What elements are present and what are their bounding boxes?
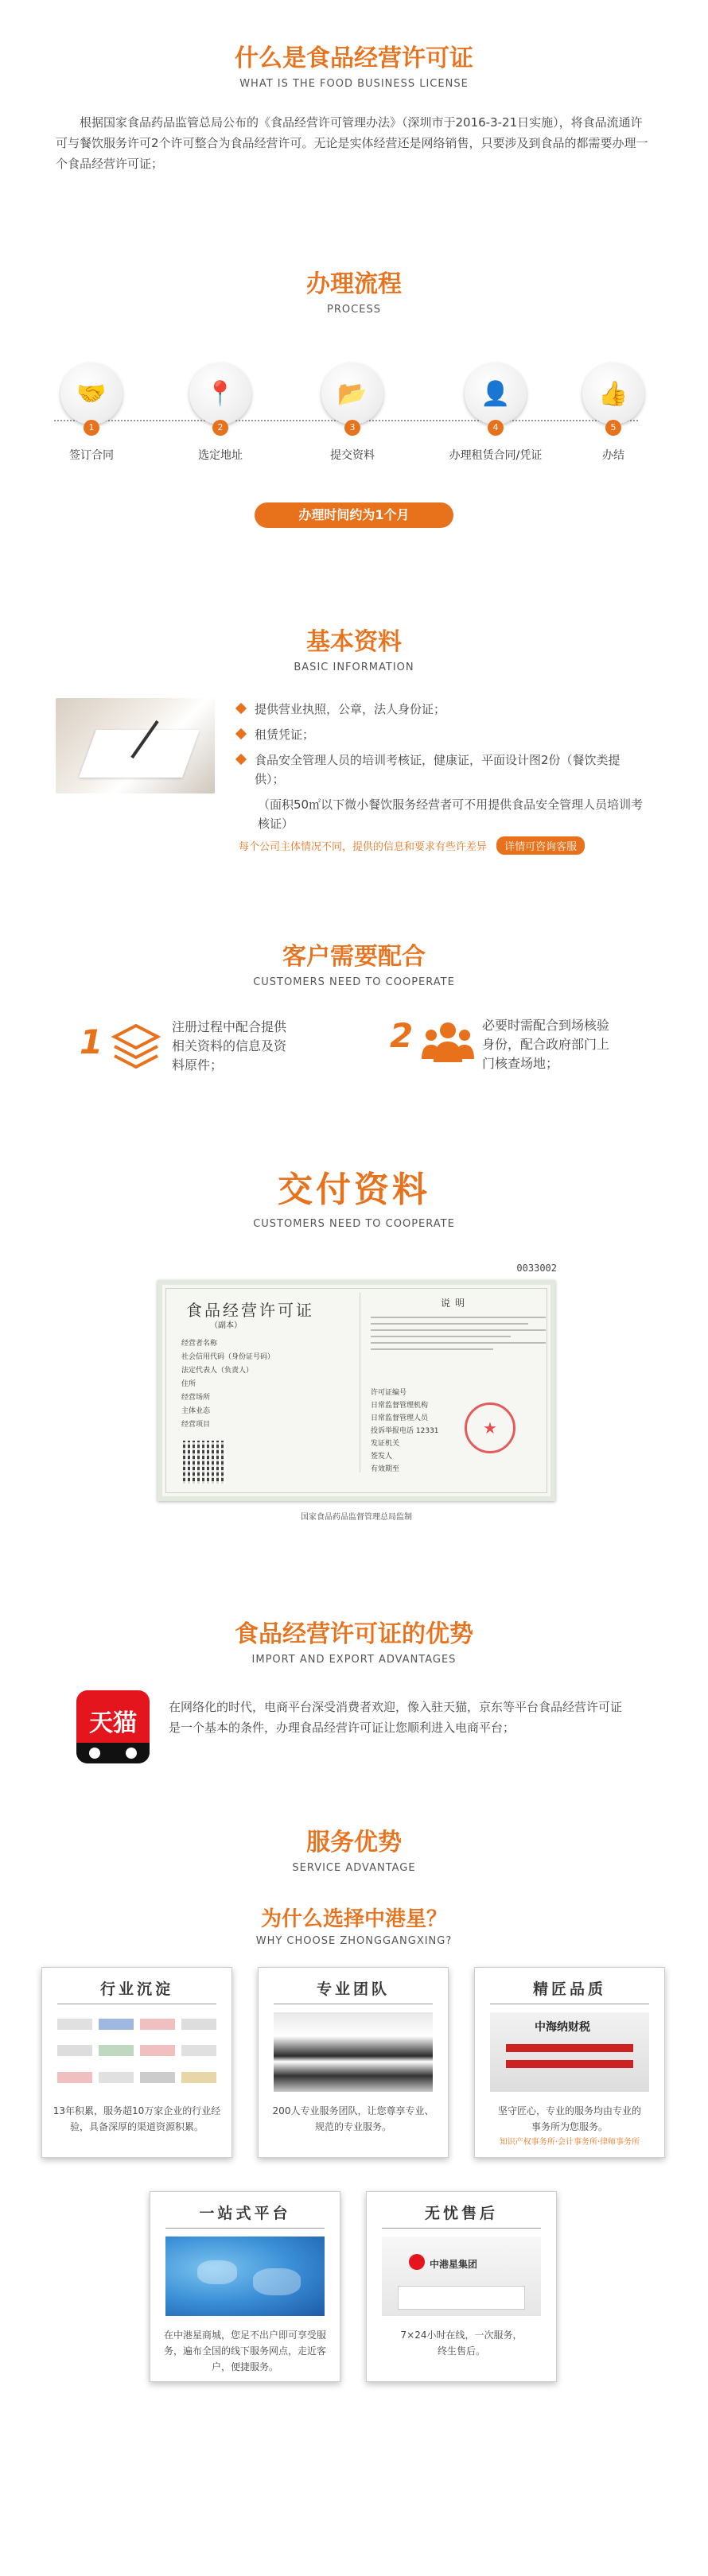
partner-logos — [57, 2012, 216, 2092]
cooperate-subtitle: CUSTOMERS NEED TO COOPERATE — [253, 976, 455, 988]
card-desc: 坚守匠心，专业的服务均由专业的事务所为您服务。 — [497, 2105, 641, 2132]
cooperate-title: 客户需要配合 — [282, 943, 426, 971]
service-card-industry — [41, 1967, 232, 2158]
cert-copy: （副本） — [210, 1321, 242, 1330]
step-number: 1 — [84, 420, 99, 436]
step-number: 5 — [605, 420, 621, 436]
step-number: 3 — [344, 420, 360, 436]
world-map-image — [165, 2237, 325, 2316]
list-note: （面积50㎡以下微小餐饮服务经营者可不用提供食品安全管理人员培训考核证） — [258, 797, 644, 831]
serial-number: 0033002 — [516, 1263, 557, 1274]
advantage-title: 食品经营许可证的优势 — [235, 1620, 473, 1648]
delivery-section — [0, 1161, 708, 1606]
item-text: 注册过程中配合提供相关资料的信息及资料原件； — [172, 1019, 287, 1073]
card-desc: 13年积累，服务超10万家企业的行业经验，具备深厚的渠道资源积累。 — [53, 2105, 221, 2132]
process-step-1 — [48, 363, 135, 463]
diamond-icon — [235, 754, 247, 765]
cert-title: 食品经营许可证 — [186, 1301, 314, 1320]
folder-icon: 📂 — [321, 363, 383, 425]
service-card-quality — [474, 1967, 665, 2158]
service-card-aftersales — [366, 2191, 557, 2382]
basic-section — [0, 622, 708, 908]
item-text: 必要时需配合到场核验身份，配合政府部门上门核查场地； — [482, 1018, 610, 1071]
delivery-subtitle: CUSTOMERS NEED TO COOPERATE — [253, 1218, 455, 1230]
delivery-title: 交付资料 — [278, 1170, 430, 1210]
card-extra: 知识产权事务所·会计事务所·律师事务所 — [499, 2138, 640, 2147]
signing-photo — [56, 698, 215, 793]
tmall-logo: 天猫 — [76, 1690, 150, 1763]
intro-body: 根据国家食品药品监管总局公布的《食品经营许可管理办法》（深圳市于2016-3-21日实施），将食品流通许可与餐饮服务许可2个许可整合为食品经营许可。无论是实体经营还是网络销售，只要涉及到食品的都需要办理一个食品经营许可证； — [56, 115, 648, 171]
cert-footer: 国家食品药品监督管理总局监制 — [301, 1513, 412, 1522]
diamond-icon — [235, 728, 247, 739]
card-title: 无忧售后 — [424, 2205, 498, 2222]
card-title: 一站式平台 — [199, 2205, 291, 2222]
card-desc: 在中港星商城，您足不出户即可享受服务，遍布全国的线下服务网点，走近客户，便捷服务。 — [163, 2330, 326, 2372]
service-card-platform — [150, 2191, 340, 2382]
step-number: 4 — [488, 420, 504, 436]
basic-title: 基本资料 — [306, 628, 402, 656]
office-photo: 中海纳财税 — [490, 2012, 649, 2092]
intro-section — [0, 38, 708, 174]
thumbs-up-icon: 👍 — [582, 363, 644, 425]
intro-title: 什么是食品经营许可证 — [235, 45, 473, 72]
card-desc: 200人专业服务团队，让您尊享专业、规范的专业服务。 — [272, 2105, 434, 2132]
why-subtitle: WHY CHOOSE ZHONGGANGXING? — [255, 1935, 453, 1947]
step-label: 提交资料 — [330, 449, 375, 462]
step-label: 办理租赁合同/凭证 — [449, 449, 543, 462]
license-certificate — [158, 1280, 555, 1522]
cert-right-fields: 许可证编号 日常监督管理机构 日常监督管理人员 投诉举报电话 12331 发证机关 签发人 有效期至 — [371, 1389, 439, 1473]
advantage-section — [0, 1614, 708, 1797]
item-number: 1 — [80, 1022, 103, 1061]
card-desc: 7×24小时在线，一次服务，终生售后。 — [400, 2330, 523, 2357]
card-title: 精匠品质 — [532, 1980, 606, 1998]
why-title: 为什么选择中港星？ — [260, 1907, 447, 1931]
reception-photo: 中港星集团 — [382, 2237, 541, 2316]
basic-list — [232, 700, 646, 840]
list-item: 提供营业执照，公章，法人身份证； — [232, 700, 646, 719]
step-label: 选定地址 — [198, 449, 243, 462]
process-step-4 — [436, 363, 555, 463]
cooperate-section — [0, 937, 708, 1143]
handshake-icon: 🤝 — [60, 363, 123, 425]
cooperate-item-1 — [80, 1016, 334, 1111]
process-step-5 — [570, 363, 657, 463]
team-photo — [274, 2012, 433, 2092]
step-label: 签订合同 — [69, 449, 114, 462]
card-title: 行业沉淀 — [99, 1980, 173, 1998]
process-section — [0, 264, 708, 558]
duration-badge: 办理时间约为1个月 — [255, 502, 453, 528]
diamond-icon — [235, 703, 247, 714]
warning-text: 每个公司主体情况不同，提供的信息和要求有些许差异 — [239, 841, 488, 853]
list-item: 租赁凭证； — [232, 725, 646, 744]
layers-icon — [110, 1021, 162, 1073]
cooperate-item-2 — [390, 1016, 644, 1111]
cert-notes — [371, 1312, 546, 1383]
basic-subtitle: BASIC INFORMATION — [294, 661, 414, 673]
process-subtitle: PROCESS — [327, 304, 381, 316]
service-subtitle: SERVICE ADVANTAGE — [292, 1862, 416, 1874]
list-item: 食品安全管理人员的培训考核证，健康证，平面设计图2份（餐饮类提供）； — [232, 751, 646, 789]
cert-fields: 经营者名称 社会信用代码（身份证号码） 法定代表人（负责人） 住所 经营场所 主体业态 经营项目 — [181, 1340, 275, 1429]
advantage-subtitle: IMPORT AND EXPORT ADVANTAGES — [251, 1654, 457, 1666]
advantage-body: 在网络化的时代，电商平台深受消费者欢迎，像入驻天猫，京东等平台食品经营许可证是一个基本的条件，办理食品经营许可证让您顺利进入电商平台； — [169, 1700, 623, 1735]
basic-warning — [239, 836, 668, 855]
official-seal: ★ — [465, 1402, 515, 1453]
qr-code — [183, 1441, 226, 1484]
map-pin-icon: 📍 — [189, 363, 251, 425]
service-title: 服务优势 — [306, 1829, 402, 1856]
figure-icon: 👤 — [465, 363, 527, 425]
consult-button[interactable]: 详情可咨询客服 — [496, 836, 585, 855]
process-step-2 — [177, 363, 264, 463]
service-card-team — [258, 1967, 449, 2158]
service-section — [0, 1822, 708, 2576]
team-icon — [422, 1018, 474, 1065]
cert-right-title: 说明 — [441, 1298, 470, 1309]
process-title: 办理流程 — [306, 270, 402, 298]
step-label: 办结 — [602, 449, 624, 462]
step-number: 2 — [212, 420, 228, 436]
card-title: 专业团队 — [316, 1980, 390, 1998]
intro-subtitle: WHAT IS THE FOOD BUSINESS LICENSE — [239, 78, 469, 90]
item-number: 2 — [390, 1016, 414, 1055]
process-step-3 — [309, 363, 396, 463]
